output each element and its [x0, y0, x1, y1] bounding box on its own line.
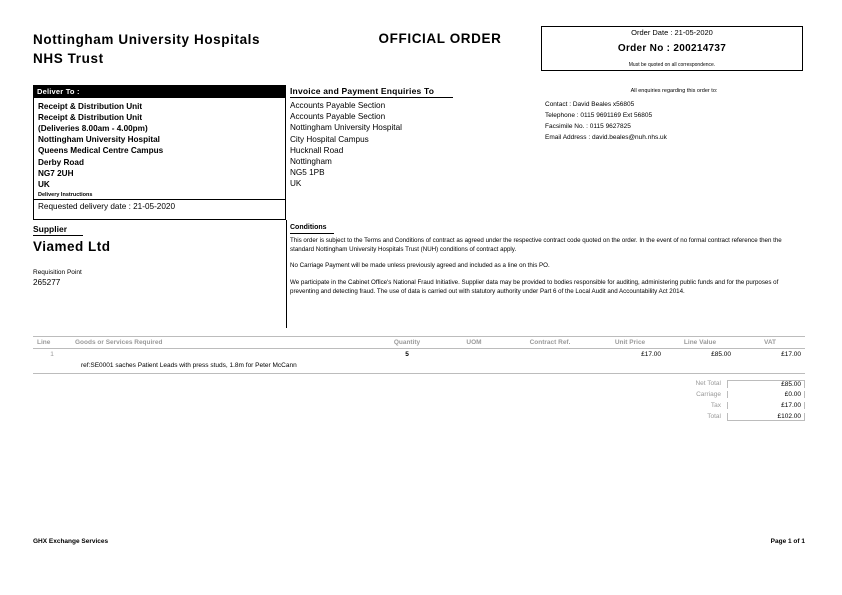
- invoice-address-line: Accounts Payable Section: [290, 101, 386, 110]
- deliver-to-line: Nottingham University Hospital: [38, 135, 160, 145]
- table-header-row: [33, 337, 805, 349]
- cell-line-number: 1: [50, 351, 54, 358]
- delivery-instructions-value: Requested delivery date : 21-05-2020: [38, 202, 176, 212]
- enquiries-telephone: Telephone : 0115 9691169 Ext 56805: [545, 112, 653, 119]
- totals-value-carriage: £0.00: [727, 391, 805, 398]
- order-number: Order No : 200214737: [617, 43, 727, 54]
- supplier-label: Supplier: [33, 224, 68, 234]
- column-header-contract-ref: Contract Ref.: [505, 337, 595, 349]
- item-description-text: ref:SE0001 saches Patient Leads with press studs, 1.8m for Peter McCann: [81, 362, 297, 369]
- totals-row-tax: [620, 400, 805, 411]
- cell-unit-price: £17.00: [641, 351, 661, 358]
- deliver-to-line: Derby Road: [38, 157, 84, 167]
- requisition-point-value: 265277: [33, 278, 61, 287]
- deliver-to-line: UK: [38, 179, 50, 189]
- invoice-address-line: City Hospital Campus: [290, 134, 369, 144]
- footer-service-name: GHX Exchange Services: [33, 538, 109, 545]
- totals-row-total: [620, 411, 805, 422]
- invoice-address-line: Accounts Payable Section: [290, 112, 386, 122]
- invoice-enquiries-address: [290, 100, 530, 190]
- invoice-enquiries-underline: [290, 97, 453, 98]
- column-header-line: Line: [33, 337, 71, 349]
- invoice-address-line: Nottingham: [290, 157, 332, 167]
- enquiries-contact: Contact : David Beales x56805: [545, 101, 635, 108]
- invoice-address-line: UK: [290, 179, 302, 189]
- deliver-to-line: NG7 2UH: [38, 168, 74, 178]
- totals-value-tax: £17.00: [727, 402, 805, 409]
- enquiries-details: [545, 99, 807, 143]
- totals-value-net: £85.00: [727, 380, 805, 388]
- order-date: Order Date : 21-05-2020: [631, 28, 713, 37]
- totals-label-tax: Tax: [710, 402, 721, 409]
- order-quote-note: Must be quoted on all correspondence.: [628, 62, 716, 68]
- conditions-paragraph: This order is subject to the Terms and Conditions of contract as agreed under the respective contract code quoted on the order. In the event of no formal contract reference then the standard Nottingham University Hospitals Trust (NUH) conditions of contract apply.: [290, 237, 782, 254]
- footer-page-number: Page 1 of 1: [770, 538, 805, 545]
- totals-label-total: Total: [707, 413, 721, 420]
- totals-block: [620, 378, 805, 422]
- deliver-to-line: (Deliveries 8.00am - 4.00pm): [38, 123, 148, 133]
- cell-description: [33, 360, 805, 374]
- supplier-underline: [33, 235, 83, 236]
- deliver-to-line: Receipt & Distribution Unit: [38, 112, 143, 122]
- conditions-body: [290, 236, 805, 303]
- totals-label-net: Net Total: [695, 380, 721, 387]
- totals-label-carriage: Carriage: [696, 391, 721, 398]
- deliver-to-box: [33, 85, 286, 220]
- enquiries-facsimile: Facsimile No. : 0115 9627825: [545, 123, 631, 130]
- line-items-table: [33, 336, 805, 374]
- enquiries-heading: All enquiries regarding this order to:: [630, 88, 718, 94]
- cell-vat: £17.00: [781, 351, 801, 358]
- conditions-paragraph: We participate in the Cabinet Office's National Fraud Initiative. Supplier data may be provided to bodies responsible for auditing, administering public funds and for the purposes of preventing and detecting fraud. The use of data is carried out with statutory authority under Part 6 of the Local Audit and Accountability Act 2014.: [290, 278, 779, 295]
- organisation-title-line1: Nottingham University Hospitals: [33, 32, 261, 47]
- column-header-goods: Goods or Services Required: [71, 337, 371, 349]
- column-header-quantity: Quantity: [371, 337, 443, 349]
- conditions-underline: [290, 233, 334, 234]
- column-header-line-value: Line Value: [665, 337, 735, 349]
- column-header-vat: VAT: [735, 337, 805, 349]
- organisation-title-line2: NHS Trust: [33, 51, 104, 66]
- deliver-to-header: Deliver To :: [34, 86, 285, 98]
- column-header-uom: UOM: [443, 337, 505, 349]
- conditions-title: Conditions: [290, 224, 327, 231]
- conditions-paragraph: No Carriage Payment will be made unless previously agreed and included as a line on this PO.: [290, 262, 550, 270]
- totals-value-total: £102.00: [727, 413, 805, 421]
- enquiries-email: Email Address : david.beales@nuh.nhs.uk: [545, 134, 667, 141]
- cell-quantity: 5: [405, 351, 409, 358]
- deliver-to-line: Queens Medical Centre Campus: [38, 146, 164, 156]
- organisation-title: [33, 30, 333, 68]
- table-row-description: [33, 360, 805, 374]
- cell-contract-ref: [505, 349, 595, 361]
- document-type-title: OFFICIAL ORDER: [378, 31, 502, 46]
- table-row: [33, 349, 805, 361]
- invoice-address-line: NG5 1PB: [290, 168, 325, 178]
- column-header-unit-price: Unit Price: [595, 337, 665, 349]
- cell-uom: [443, 349, 505, 361]
- invoice-address-line: Hucknall Road: [290, 145, 344, 155]
- deliver-to-address: [34, 98, 285, 191]
- section-divider: [286, 220, 287, 328]
- invoice-enquiries-title: Invoice and Payment Enquiries To: [290, 86, 435, 96]
- requisition-point-label: Requisition Point: [33, 269, 82, 276]
- cell-line-value: £85.00: [711, 351, 731, 358]
- totals-row-carriage: [620, 389, 805, 400]
- deliver-to-line: Receipt & Distribution Unit: [38, 101, 143, 111]
- cell-goods: [71, 349, 371, 361]
- totals-row-net: [620, 378, 805, 389]
- supplier-name: Viamed Ltd: [33, 239, 111, 254]
- invoice-address-line: Nottingham University Hospital: [290, 123, 402, 133]
- delivery-instructions-label: Delivery Instructions: [38, 192, 93, 199]
